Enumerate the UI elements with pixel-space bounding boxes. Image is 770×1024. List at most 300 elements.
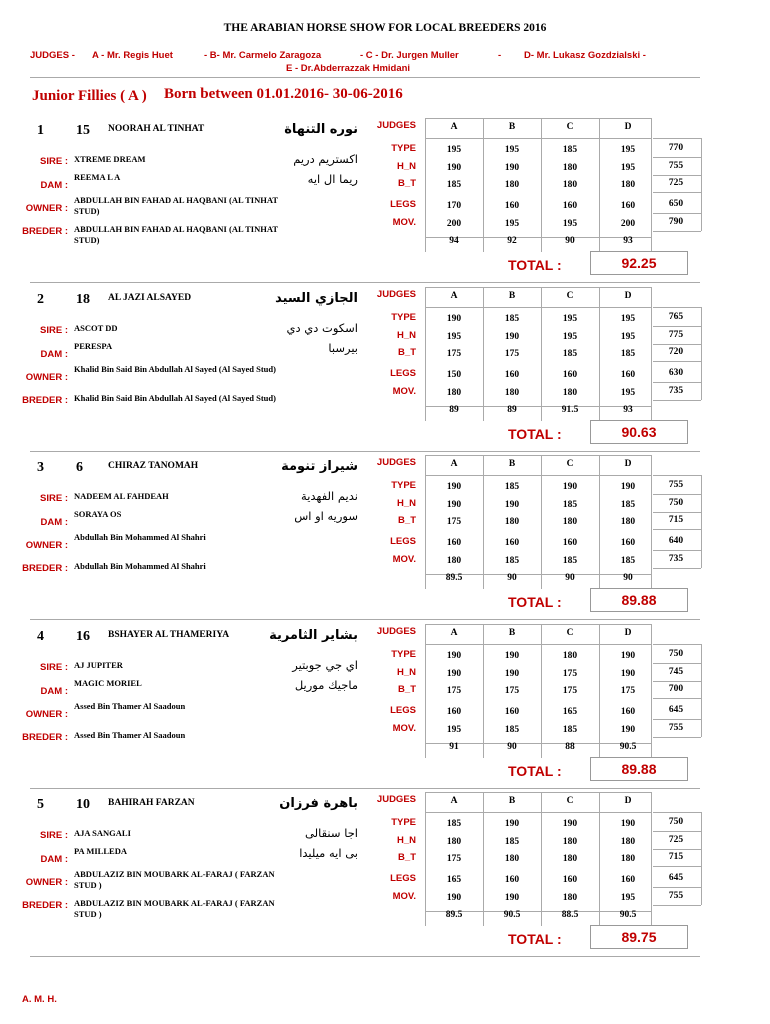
score-cell: 190 bbox=[504, 332, 520, 342]
row-total: 650 bbox=[668, 199, 684, 209]
dam-label: DAM : bbox=[40, 349, 68, 360]
judge-average: 90 bbox=[565, 236, 575, 246]
dam-value: MAGIC MORIEL bbox=[74, 678, 142, 688]
score-cell: 175 bbox=[446, 517, 462, 527]
grid-line bbox=[425, 138, 651, 139]
row-total: 755 bbox=[668, 161, 684, 171]
score-cell: 160 bbox=[620, 201, 636, 211]
horse-entry bbox=[0, 287, 770, 453]
judges-row-label: JUDGES bbox=[376, 626, 416, 637]
score-cell: 185 bbox=[504, 314, 520, 324]
sire-value: ASCOT DD bbox=[74, 323, 118, 333]
grid-line bbox=[653, 905, 701, 906]
grid-line bbox=[425, 475, 651, 476]
grid-line bbox=[653, 231, 701, 232]
total-score: 92.25 bbox=[590, 251, 688, 275]
judge-column-header: C bbox=[566, 628, 574, 638]
judges-row-label: JUDGES bbox=[376, 457, 416, 468]
mov-row-label: MOV. bbox=[392, 554, 416, 565]
grid-line bbox=[653, 382, 701, 383]
grid-line bbox=[653, 737, 701, 738]
horse-name: CHIRAZ TANOMAH bbox=[108, 461, 199, 471]
row-total: 755 bbox=[668, 891, 684, 901]
score-cell: 195 bbox=[504, 145, 520, 155]
bt-row-label: B_T bbox=[398, 852, 416, 863]
horse-entry bbox=[0, 118, 770, 284]
score-cell: 180 bbox=[504, 388, 520, 398]
grid-line bbox=[425, 118, 651, 119]
score-cell: 160 bbox=[504, 707, 520, 717]
sire-label: SIRE : bbox=[40, 830, 68, 841]
score-cell: 180 bbox=[620, 517, 636, 527]
score-cell: 175 bbox=[504, 686, 520, 696]
grid-line bbox=[653, 550, 701, 551]
grid-line bbox=[653, 719, 701, 720]
grid-line bbox=[653, 475, 701, 476]
breeder-value: Assed Bin Thamer Al Saadoun bbox=[74, 730, 186, 740]
mov-row-label: MOV. bbox=[392, 891, 416, 902]
total-score: 90.63 bbox=[590, 420, 688, 444]
grid-line bbox=[653, 512, 701, 513]
judge-column-header: D bbox=[624, 291, 632, 301]
entry-rank: 5 bbox=[37, 797, 44, 812]
score-cell: 175 bbox=[446, 854, 462, 864]
score-cell: 185 bbox=[620, 500, 636, 510]
score-cell: 160 bbox=[504, 538, 520, 548]
grid-line bbox=[701, 475, 702, 568]
judge-average: 89 bbox=[449, 405, 459, 415]
score-cell: 190 bbox=[446, 893, 462, 903]
row-total: 720 bbox=[668, 347, 684, 357]
horse-name: AL JAZI ALSAYED bbox=[108, 293, 192, 303]
total-label: TOTAL : bbox=[508, 763, 562, 779]
score-cell: 175 bbox=[446, 349, 462, 359]
type-row-label: TYPE bbox=[391, 649, 416, 660]
judge-column-header: D bbox=[624, 796, 632, 806]
score-cell: 160 bbox=[562, 201, 578, 211]
sire-arabic: اكستريم دريم bbox=[293, 152, 358, 166]
horse-entry bbox=[0, 455, 770, 621]
judge-average: 88.5 bbox=[561, 910, 579, 920]
judge-d: D- Mr. Lukasz Gozdzialski - bbox=[524, 50, 646, 61]
total-label: TOTAL : bbox=[508, 931, 562, 947]
score-cell: 175 bbox=[620, 686, 636, 696]
grid-line bbox=[653, 866, 701, 867]
score-cell: 195 bbox=[562, 219, 578, 229]
judge-column-header: B bbox=[508, 459, 516, 469]
score-cell: 190 bbox=[446, 500, 462, 510]
row-total: 750 bbox=[668, 649, 684, 659]
score-cell: 180 bbox=[562, 517, 578, 527]
born-range: Born between 01.01.2016- 30-06-2016 bbox=[164, 86, 403, 102]
score-cell: 180 bbox=[620, 837, 636, 847]
score-cell: 200 bbox=[446, 219, 462, 229]
judge-column-header: C bbox=[566, 459, 574, 469]
sire-label: SIRE : bbox=[40, 662, 68, 673]
score-cell: 175 bbox=[504, 349, 520, 359]
score-cell: 180 bbox=[562, 893, 578, 903]
legs-row-label: LEGS bbox=[390, 705, 416, 716]
judge-average: 91.5 bbox=[561, 405, 579, 415]
judge-average: 92 bbox=[507, 236, 517, 246]
judge-dash: - bbox=[498, 50, 502, 61]
breeder-value: ABDULAZIZ BIN MOUBARK AL-FARAJ ( FARZAN STUD ) bbox=[74, 898, 275, 919]
judge-average: 90 bbox=[507, 742, 517, 752]
row-total: 640 bbox=[668, 536, 684, 546]
hn-row-label: H_N bbox=[396, 498, 416, 509]
sire-arabic: اي جي جوبتير bbox=[292, 658, 358, 672]
row-total: 770 bbox=[668, 143, 684, 153]
hn-row-label: H_N bbox=[396, 667, 416, 678]
total-score: 89.75 bbox=[590, 925, 688, 949]
score-cell: 195 bbox=[562, 332, 578, 342]
entry-number: 10 bbox=[76, 797, 90, 812]
score-cell: 190 bbox=[504, 163, 520, 173]
entry-divider bbox=[30, 619, 700, 620]
score-cell: 165 bbox=[446, 875, 462, 885]
score-cell: 195 bbox=[446, 332, 462, 342]
owner-value: ABDULAZIZ BIN MOUBARK AL-FARAJ ( FARZAN STUD ) bbox=[74, 869, 275, 890]
score-cell: 190 bbox=[504, 651, 520, 661]
dam-arabic: سوريه او اس bbox=[294, 509, 358, 523]
breeder-label: BREDER : bbox=[22, 900, 68, 911]
score-cell: 185 bbox=[504, 556, 520, 566]
bt-row-label: B_T bbox=[398, 684, 416, 695]
dam-label: DAM : bbox=[40, 686, 68, 697]
grid-line bbox=[653, 494, 701, 495]
score-cell: 190 bbox=[446, 669, 462, 679]
hn-row-label: H_N bbox=[396, 835, 416, 846]
judge-e: E - Dr.Abderrazzak Hmidani bbox=[286, 63, 411, 74]
score-cell: 190 bbox=[504, 819, 520, 829]
breeder-value: ABDULLAH BIN FAHAD AL HAQBANI (AL TINHAT STUD) bbox=[74, 224, 278, 245]
sire-value: AJA SANGALI bbox=[74, 828, 131, 838]
grid-line bbox=[425, 792, 651, 793]
owner-label: OWNER : bbox=[25, 540, 68, 551]
score-cell: 180 bbox=[562, 388, 578, 398]
owner-value: Abdullah Bin Mohammed Al Shahri bbox=[74, 532, 206, 542]
score-cell: 170 bbox=[446, 201, 462, 211]
score-cell: 180 bbox=[562, 837, 578, 847]
grid-line bbox=[425, 455, 651, 456]
score-cell: 190 bbox=[504, 669, 520, 679]
owner-label: OWNER : bbox=[25, 372, 68, 383]
judge-average: 88 bbox=[565, 742, 575, 752]
judge-column-header: A bbox=[450, 796, 458, 806]
horse-name-arabic: باهرة فرزان bbox=[279, 796, 358, 811]
footer-initials: A. M. H. bbox=[22, 994, 57, 1005]
score-cell: 180 bbox=[562, 651, 578, 661]
owner-value: Khalid Bin Said Bin Abdullah Al Sayed (Al Sayed Stud) bbox=[74, 364, 276, 374]
score-cell: 180 bbox=[562, 163, 578, 173]
grid-line bbox=[653, 213, 701, 214]
score-cell: 190 bbox=[620, 482, 636, 492]
row-total: 775 bbox=[668, 330, 684, 340]
judge-column-header: B bbox=[508, 796, 516, 806]
judge-column-header: D bbox=[624, 122, 632, 132]
entry-number: 18 bbox=[76, 292, 90, 307]
sire-value: AJ JUPITER bbox=[74, 660, 123, 670]
row-total: 765 bbox=[668, 312, 684, 322]
row-total: 755 bbox=[668, 723, 684, 733]
score-cell: 160 bbox=[446, 538, 462, 548]
row-total: 725 bbox=[668, 178, 684, 188]
sire-arabic: نديم الفهدية bbox=[301, 489, 358, 503]
judge-column-header: C bbox=[566, 796, 574, 806]
grid-line bbox=[653, 663, 701, 664]
score-cell: 190 bbox=[620, 669, 636, 679]
horse-name-arabic: شيراز تنومة bbox=[281, 459, 358, 474]
type-row-label: TYPE bbox=[391, 480, 416, 491]
hn-row-label: H_N bbox=[396, 330, 416, 341]
judge-column-header: B bbox=[508, 291, 516, 301]
score-cell: 180 bbox=[562, 180, 578, 190]
dam-label: DAM : bbox=[40, 854, 68, 865]
legs-row-label: LEGS bbox=[390, 873, 416, 884]
total-label: TOTAL : bbox=[508, 594, 562, 610]
grid-line bbox=[653, 698, 701, 699]
judge-c: - C - Dr. Jurgen Muller bbox=[360, 50, 459, 61]
dam-value: PA MILLEDA bbox=[74, 846, 127, 856]
score-cell: 185 bbox=[620, 349, 636, 359]
grid-line bbox=[425, 307, 651, 308]
grid-line bbox=[653, 887, 701, 888]
score-cell: 160 bbox=[562, 538, 578, 548]
score-cell: 180 bbox=[504, 180, 520, 190]
grid-line bbox=[653, 344, 701, 345]
entry-rank: 1 bbox=[37, 123, 44, 138]
grid-line bbox=[701, 644, 702, 737]
entry-divider bbox=[30, 282, 700, 283]
score-cell: 195 bbox=[562, 314, 578, 324]
legs-row-label: LEGS bbox=[390, 199, 416, 210]
score-cell: 180 bbox=[620, 180, 636, 190]
judge-average: 90 bbox=[565, 573, 575, 583]
score-cell: 180 bbox=[446, 837, 462, 847]
bt-row-label: B_T bbox=[398, 178, 416, 189]
score-cell: 185 bbox=[562, 349, 578, 359]
breeder-value: Khalid Bin Said Bin Abdullah Al Sayed (Al Sayed Stud) bbox=[74, 393, 276, 403]
score-cell: 195 bbox=[620, 332, 636, 342]
legs-row-label: LEGS bbox=[390, 536, 416, 547]
score-cell: 150 bbox=[446, 370, 462, 380]
score-cell: 195 bbox=[446, 725, 462, 735]
judge-column-header: A bbox=[450, 291, 458, 301]
dam-value: REEMA L A bbox=[74, 172, 121, 182]
row-total: 755 bbox=[668, 480, 684, 490]
score-cell: 160 bbox=[620, 538, 636, 548]
judge-a: A - Mr. Regis Huet bbox=[92, 50, 173, 61]
entry-rank: 3 bbox=[37, 460, 44, 475]
dam-arabic: ماجيك موريل bbox=[294, 678, 358, 692]
dam-value: SORAYA OS bbox=[74, 509, 122, 519]
score-cell: 185 bbox=[504, 482, 520, 492]
score-cell: 160 bbox=[620, 875, 636, 885]
judge-column-header: C bbox=[566, 291, 574, 301]
score-cell: 175 bbox=[562, 669, 578, 679]
total-score: 89.88 bbox=[590, 588, 688, 612]
dam-label: DAM : bbox=[40, 180, 68, 191]
horse-name: BSHAYER AL THAMERIYA bbox=[108, 630, 230, 640]
grid-line bbox=[701, 307, 702, 400]
judge-column-header: D bbox=[624, 459, 632, 469]
grid-line bbox=[425, 624, 651, 625]
bt-row-label: B_T bbox=[398, 347, 416, 358]
judge-average: 90.5 bbox=[503, 910, 521, 920]
grid-line bbox=[653, 326, 701, 327]
class-label: Junior Fillies ( A ) bbox=[32, 88, 147, 104]
sire-arabic: اجا سنقالى bbox=[305, 826, 358, 840]
grid-line bbox=[653, 812, 701, 813]
judge-column-header: A bbox=[450, 459, 458, 469]
score-cell: 180 bbox=[446, 556, 462, 566]
entry-number: 16 bbox=[76, 629, 90, 644]
page-title: THE ARABIAN HORSE SHOW FOR LOCAL BREEDERS 2016 bbox=[223, 22, 547, 34]
score-cell: 180 bbox=[504, 854, 520, 864]
score-cell: 175 bbox=[562, 686, 578, 696]
dam-arabic: بيرسبا bbox=[328, 341, 358, 355]
row-total: 745 bbox=[668, 667, 684, 677]
judge-average: 94 bbox=[449, 236, 459, 246]
score-cell: 185 bbox=[504, 837, 520, 847]
score-cell: 190 bbox=[446, 163, 462, 173]
type-row-label: TYPE bbox=[391, 312, 416, 323]
breeder-label: BREDER : bbox=[22, 226, 68, 237]
score-cell: 180 bbox=[562, 854, 578, 864]
score-cell: 195 bbox=[620, 145, 636, 155]
entry-number: 15 bbox=[76, 123, 90, 138]
judge-average: 93 bbox=[623, 236, 633, 246]
judge-column-header: C bbox=[566, 122, 574, 132]
score-cell: 190 bbox=[562, 482, 578, 492]
judge-average: 90.5 bbox=[619, 910, 637, 920]
grid-line bbox=[653, 400, 701, 401]
grid-line bbox=[653, 138, 701, 139]
judges-label: JUDGES - bbox=[30, 50, 75, 61]
horse-name-arabic: نوره التنهاة bbox=[284, 122, 358, 137]
owner-value: Assed Bin Thamer Al Saadoun bbox=[74, 701, 186, 711]
grid-line bbox=[425, 812, 651, 813]
row-total: 750 bbox=[668, 498, 684, 508]
entry-rank: 4 bbox=[37, 629, 44, 644]
mov-row-label: MOV. bbox=[392, 217, 416, 228]
grid-line bbox=[653, 307, 701, 308]
judge-average: 89 bbox=[507, 405, 517, 415]
judge-average: 93 bbox=[623, 405, 633, 415]
judge-average: 90 bbox=[623, 573, 633, 583]
score-cell: 190 bbox=[620, 819, 636, 829]
judges-row-label: JUDGES bbox=[376, 120, 416, 131]
row-total: 735 bbox=[668, 386, 684, 396]
horse-name-arabic: الجازي السيد bbox=[275, 291, 358, 306]
judge-average: 91 bbox=[449, 742, 459, 752]
grid-line bbox=[425, 644, 651, 645]
sire-label: SIRE : bbox=[40, 156, 68, 167]
score-cell: 160 bbox=[504, 370, 520, 380]
horse-entry bbox=[0, 792, 770, 958]
judge-average: 89.5 bbox=[445, 573, 463, 583]
owner-label: OWNER : bbox=[25, 877, 68, 888]
dam-arabic: ريما ال ايه bbox=[307, 172, 358, 186]
grid-line bbox=[653, 681, 701, 682]
score-cell: 185 bbox=[446, 819, 462, 829]
sire-value: NADEEM AL FAHDEAH bbox=[74, 491, 169, 501]
score-cell: 160 bbox=[562, 370, 578, 380]
judge-average: 90.5 bbox=[619, 742, 637, 752]
score-cell: 190 bbox=[446, 651, 462, 661]
score-cell: 190 bbox=[446, 482, 462, 492]
judge-column-header: A bbox=[450, 122, 458, 132]
grid-line bbox=[701, 812, 702, 905]
score-cell: 190 bbox=[620, 725, 636, 735]
judge-average: 89.5 bbox=[445, 910, 463, 920]
score-cell: 190 bbox=[446, 314, 462, 324]
score-cell: 195 bbox=[504, 219, 520, 229]
horse-name-arabic: بشاير الثامرية bbox=[269, 628, 358, 643]
owner-label: OWNER : bbox=[25, 203, 68, 214]
judge-column-header: B bbox=[508, 628, 516, 638]
row-total: 645 bbox=[668, 873, 684, 883]
score-cell: 160 bbox=[620, 370, 636, 380]
legs-row-label: LEGS bbox=[390, 368, 416, 379]
row-total: 750 bbox=[668, 817, 684, 827]
grid-line bbox=[653, 529, 701, 530]
score-cell: 195 bbox=[620, 163, 636, 173]
score-cell: 190 bbox=[504, 500, 520, 510]
entry-rank: 2 bbox=[37, 292, 44, 307]
entry-divider bbox=[30, 788, 700, 789]
score-cell: 160 bbox=[504, 875, 520, 885]
grid-line bbox=[653, 175, 701, 176]
score-cell: 180 bbox=[620, 854, 636, 864]
type-row-label: TYPE bbox=[391, 817, 416, 828]
score-cell: 185 bbox=[504, 725, 520, 735]
dam-label: DAM : bbox=[40, 517, 68, 528]
judge-column-header: D bbox=[624, 628, 632, 638]
grid-line bbox=[653, 644, 701, 645]
total-label: TOTAL : bbox=[508, 426, 562, 442]
sire-label: SIRE : bbox=[40, 325, 68, 336]
grid-line bbox=[701, 138, 702, 231]
row-total: 790 bbox=[668, 217, 684, 227]
breeder-value: Abdullah Bin Mohammed Al Shahri bbox=[74, 561, 206, 571]
score-cell: 185 bbox=[562, 725, 578, 735]
score-cell: 195 bbox=[446, 145, 462, 155]
entry-divider bbox=[30, 451, 700, 452]
breeder-label: BREDER : bbox=[22, 732, 68, 743]
grid-line bbox=[653, 831, 701, 832]
judges-row-label: JUDGES bbox=[376, 794, 416, 805]
entry-divider bbox=[30, 956, 700, 957]
score-cell: 180 bbox=[446, 388, 462, 398]
score-cell: 165 bbox=[562, 707, 578, 717]
judge-column-header: A bbox=[450, 628, 458, 638]
grid-line bbox=[653, 157, 701, 158]
dam-value: PERESPA bbox=[74, 341, 113, 351]
score-cell: 190 bbox=[620, 651, 636, 661]
score-cell: 185 bbox=[446, 180, 462, 190]
horse-name: BAHIRAH FARZAN bbox=[108, 798, 195, 808]
score-cell: 190 bbox=[504, 893, 520, 903]
score-cell: 160 bbox=[446, 707, 462, 717]
total-score: 89.88 bbox=[590, 757, 688, 781]
dam-arabic: بى ايه ميليدا bbox=[299, 846, 358, 860]
type-row-label: TYPE bbox=[391, 143, 416, 154]
breeder-label: BREDER : bbox=[22, 395, 68, 406]
grid-line bbox=[653, 192, 701, 193]
bt-row-label: B_T bbox=[398, 515, 416, 526]
score-cell: 190 bbox=[562, 819, 578, 829]
